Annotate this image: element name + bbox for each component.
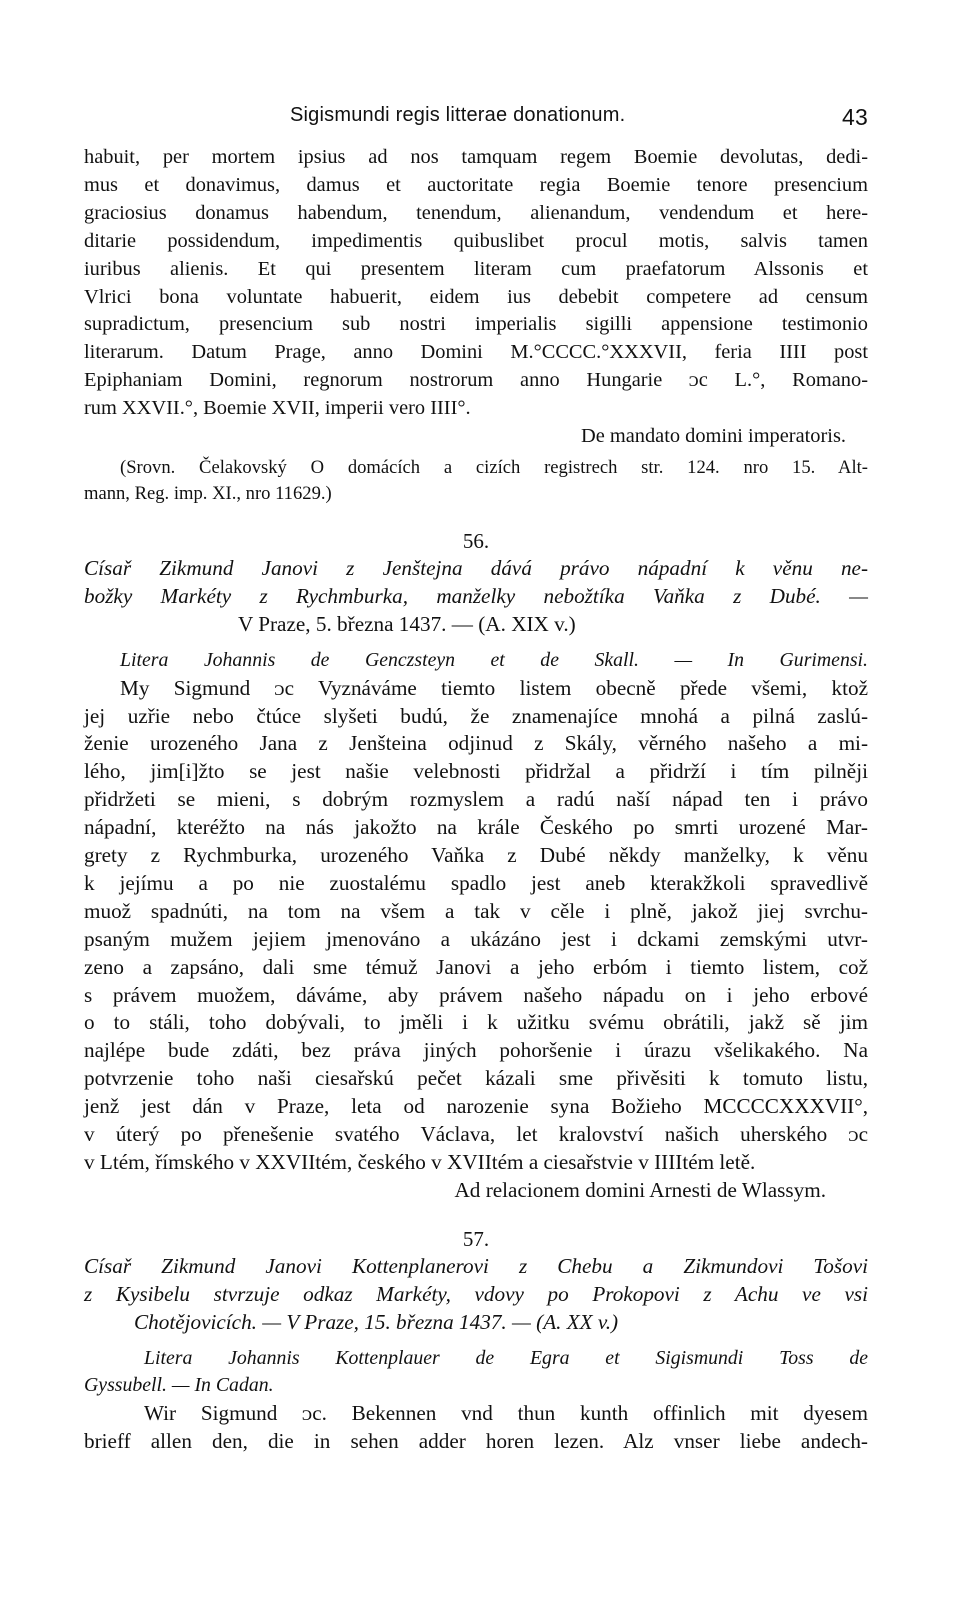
running-head — [84, 96, 868, 136]
text-line: v Ltém, římského v XXVIItém, českého v XVIItém a ciesařstvie v IIIItém letě. — [84, 1150, 756, 1174]
page-number: 43 — [842, 104, 868, 130]
text-line: supradictum, presencium sub nostri imperialis sigilli appensione testimonio — [84, 313, 868, 336]
text-line: jenž jest dán v Praze, leta od narozenie syna Božieho MCCCCXXXVII°, — [84, 1094, 868, 1119]
charter-56-body — [84, 675, 868, 1205]
text-line: nápadní, kteréžto na nás jakožto na krále Českého po smrti urozené Mar- — [84, 815, 868, 840]
text-line: iuribus alienis. Et qui presentem literam cum praefatorum Alssonis et — [84, 257, 868, 280]
text-line: brieff allen den, die in sehen adder horen lezen. Alz vnser liebe andech- — [84, 1429, 868, 1454]
charter-56-rubric — [84, 647, 868, 675]
text-line: habuit, per mortem ipsius ad nos tamquam regem Boemie devolutas, dedi- — [84, 146, 868, 168]
relation-note: Ad relacionem domini Arnesti de Wlassym. — [454, 1177, 826, 1202]
charter-57-rubric — [84, 1345, 868, 1401]
text-line: s právem muožem, dáváme, aby právem našeho nápadu on i jeho erbové — [84, 982, 868, 1007]
text-line: My Sigmund ᴐc Vyznáváme tiemto listem obecně přede všemi, ktož — [120, 675, 868, 700]
text-line: přidržeti se mieni, s dobrým rozmyslem a radú naší nápad ten i právo — [84, 787, 868, 812]
charter-56-date — [84, 611, 868, 639]
text-line: graciosius donamus habendum, tenendum, alienandum, vendendum et here- — [84, 201, 868, 224]
text-line: najlépe bude zdáti, bez práva jiných pohoršenie i úrazu všelikakého. Na — [84, 1038, 868, 1063]
text-line: v úterý po přenešenie svatého Václava, let kralovství našich uherského ᴐc — [84, 1122, 868, 1147]
text-line: potvrzenie toho naši ciesařskú pečet kázali sme přivěsiti k tomuto listu, — [84, 1066, 868, 1091]
heading-line: z Kysibelu stvrzuje odkaz Markéty, vdovy po Prokopovi z Achu ve vsi — [84, 1281, 868, 1306]
heading-line: božky Markéty z Rychmburka, manželky nebožtíka Vaňka z Dubé. — — [84, 583, 868, 608]
text-line: o to stáli, toho dobývali, to jměli i k užitku svému obrátili, jakž sě jim — [84, 1010, 868, 1035]
rubric-line: Litera Johannis de Genczsteyn et de Skall. — In Gurimensi. — [120, 648, 868, 671]
rubric-line: Litera Johannis Kottenplauer de Egra et Sigismundi Toss de — [144, 1346, 868, 1369]
charter-number-56: 56. — [462, 528, 490, 553]
reference-line: mann, Reg. imp. XI., nro 11629.) — [84, 482, 332, 504]
text-line: grety z Rychmburka, urozeného Vaňka z Dubé někdy manželky, k věnu — [84, 843, 868, 868]
heading-line: Císař Zikmund Janovi Kottenplanerovi z Chebu a Zikmundovi Tošovi — [84, 1253, 868, 1278]
text-line: Wir Sigmund ᴐc. Bekennen vnd thun kunth offinlich mit dyesem — [144, 1401, 868, 1426]
text-line: rum XXVII.°, Boemie XVII, imperii vero IIII°. — [84, 397, 471, 420]
charter-56-heading — [84, 555, 868, 611]
reference-line: (Srovn. Čelakovský O domácích a cizích registrech str. 124. nro 15. Alt- — [120, 456, 868, 478]
text-line: psaným mužem jejiem jmenováno a ukázáno jest i dckami zemskými utvr- — [84, 926, 868, 951]
text-line: literarum. Datum Prage, anno Domini M.°CCCC.°XXXVII, feria IIII post — [84, 341, 868, 364]
date-line: V Praze, 5. března 1437. — (A. XIX v.) — [238, 611, 576, 636]
text-line: Vlrici bona voluntate habuerit, eidem ius debebit competere ad censum — [84, 285, 868, 308]
running-head-title: Sigismundi regis litterae donationum. — [290, 104, 626, 126]
heading-line: Císař Zikmund Janovi z Jenštejna dává právo nápadní k věnu ne- — [84, 555, 868, 580]
mandate-note: De mandato domini imperatoris. — [580, 425, 846, 448]
document-page — [84, 96, 868, 1456]
charter-57-body — [84, 1400, 868, 1456]
charter-number-57: 57. — [462, 1226, 490, 1251]
heading-line: Chotějovicích. — V Praze, 15. března 1437. — (A. XX v.) — [134, 1309, 619, 1334]
charter-57-heading — [84, 1253, 868, 1337]
text-line: muož spadnúti, na tom na všem a tak v cěle i plně, jakož jiej svrchu- — [84, 898, 868, 923]
text-line: lého, jim[i]žto se jest našie velebnosti přidržal a přidrží i tím pilněji — [84, 759, 868, 784]
text-line: Epiphaniam Domini, regnorum nostrorum anno Hungarie ᴐc L.°, Romano- — [84, 369, 868, 392]
text-line: jej uzřie nebo čtúce slyšeti budú, že znamenajíce mnohá a pilná zaslú- — [84, 703, 868, 728]
reference-note — [84, 455, 868, 507]
text-line: ditarie possidendum, impedimentis quibuslibet procul motis, salvis tamen — [84, 229, 868, 252]
text-line: ženie urozeného Jana z Jenšteina odjinud z Skály, věrného našeho a mi- — [84, 731, 868, 756]
text-line: mus et donavimus, damus et auctoritate regia Boemie tenore presencium — [84, 173, 868, 196]
text-line: k jejímu a po nie zuostalému spadlo jest aneb kterakžkoli spravedlivě — [84, 870, 868, 895]
text-line: zeno a zapsáno, dali sme témuž Janovi a jeho erbóm i tiemto listem, což — [84, 954, 868, 979]
rubric-line: Gyssubell. — In Cadan. — [84, 1374, 274, 1397]
previous-charter-tail — [84, 144, 868, 451]
